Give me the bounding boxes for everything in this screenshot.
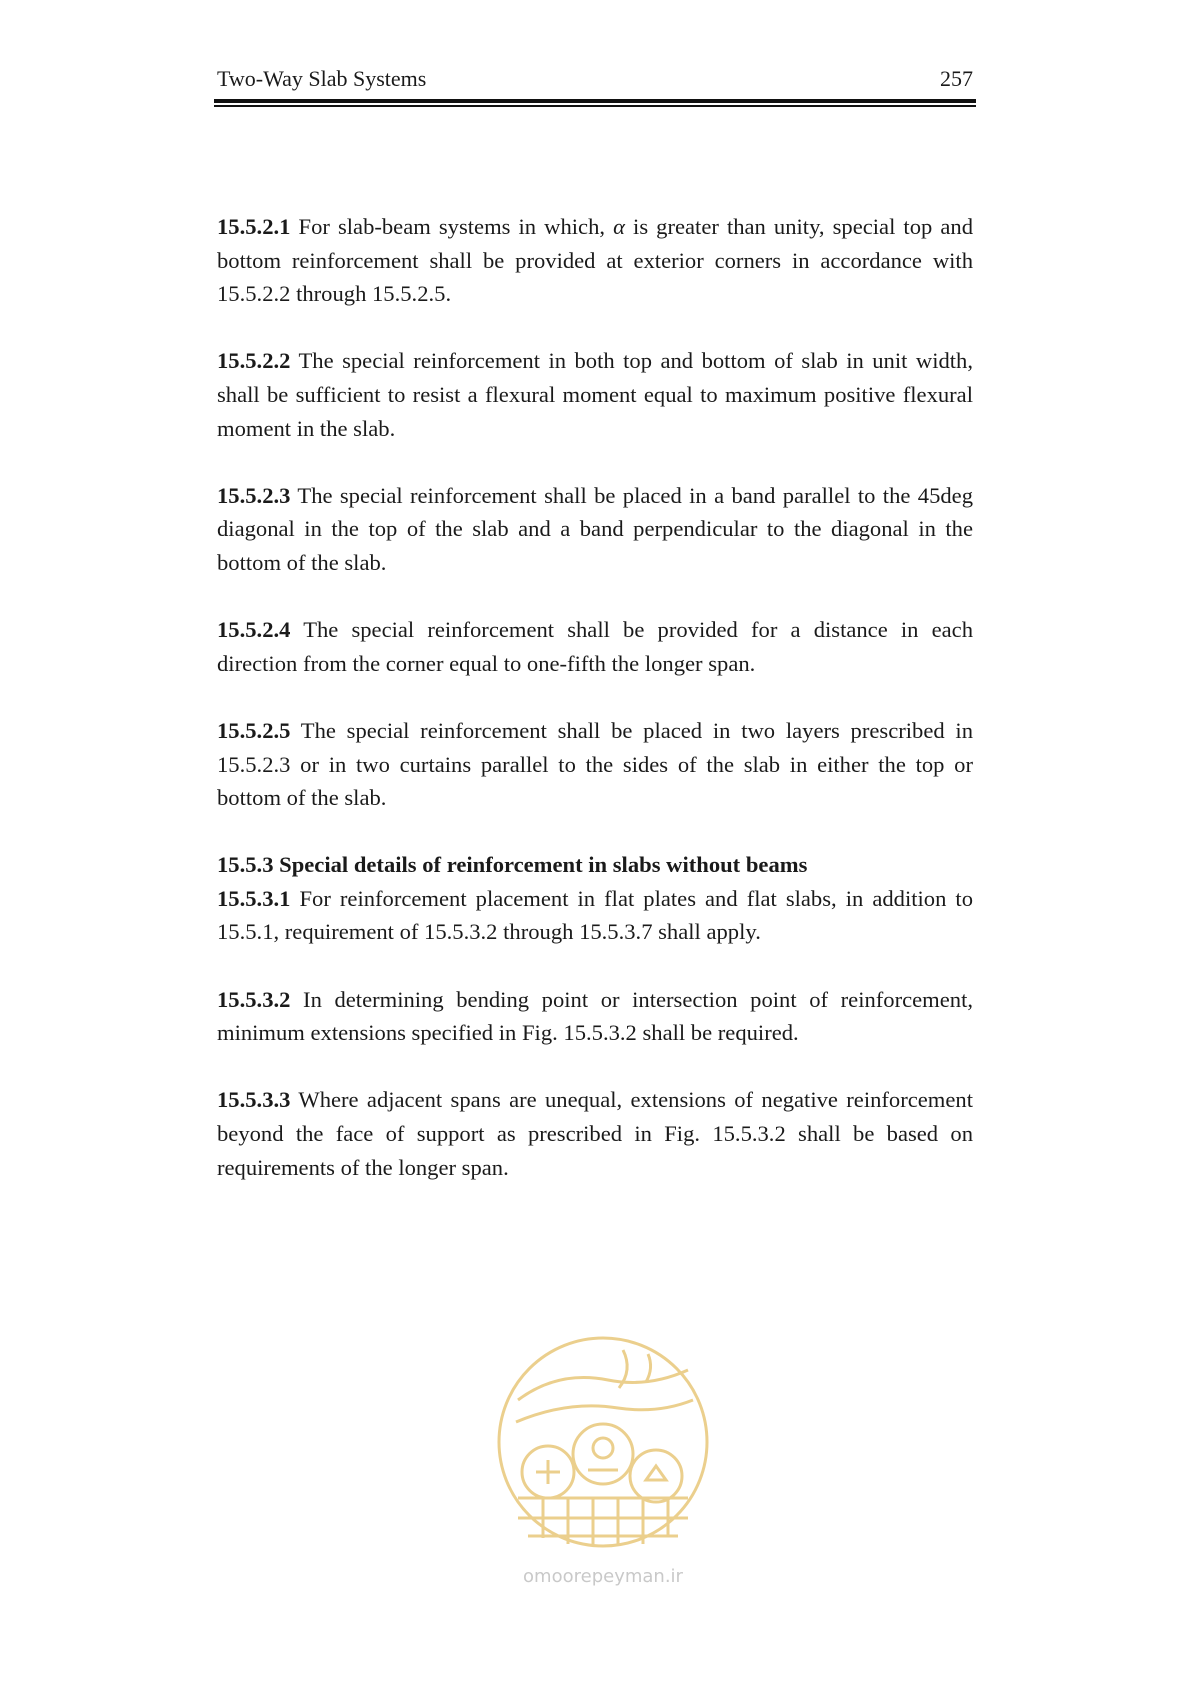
clause-text: For reinforcement placement in flat plates and flat slabs, in addition to 15.5.1, requirement of 15.5.3.2 through 15.5.3.7 shall apply.	[217, 885, 973, 945]
running-title: Two-Way Slab Systems	[217, 66, 427, 91]
clause-text: The special reinforcement in both top and bottom of slab in unit width, shall be sufficient to resist a flexural moment equal to maximum positive flexural moment in the slab.	[217, 348, 973, 441]
body-text	[217, 210, 973, 1184]
paragraph-15-5-2-1	[217, 210, 973, 311]
header-rule-thin	[214, 105, 976, 107]
clause-number: 15.5.2.3	[217, 482, 291, 508]
clause-number: 15.5.3.3	[217, 1087, 291, 1113]
paragraph-15-5-2-3	[217, 479, 973, 580]
section-heading	[217, 848, 973, 882]
clause-number: 15.5.3.1	[217, 885, 291, 911]
clause-text: Where adjacent spans are unequal, extensions of negative reinforcement beyond the face of support as prescribed in Fig. 15.5.3.2 shall be based on requirements of the longer span.	[217, 1087, 973, 1180]
clause-number: 15.5.2.2	[217, 348, 291, 374]
clause-text: The special reinforcement shall be placed in a band parallel to the 45deg diagonal in the top of the slab and a band perpendicular to the diagonal in the bottom of the slab.	[217, 482, 973, 575]
clause-text: is greater than unity, special top and bottom reinforcement shall be provided at exterior corners in accordance with 15.5.2.2 through 15.5.2.5.	[217, 214, 973, 307]
clause-number: 15.5.2.1	[217, 214, 291, 239]
clause-number: 15.5.2.4	[217, 617, 291, 643]
page-number: 257	[940, 66, 973, 91]
watermark-caption: omoorepeyman.ir	[523, 1566, 683, 1587]
paragraph-15-5-2-5	[217, 714, 973, 815]
clause-number: 15.5.3.2	[217, 986, 291, 1012]
clause-text: For slab-beam systems in which,	[290, 214, 614, 239]
watermark-logo	[488, 1330, 718, 1590]
paragraph-15-5-3-2	[217, 983, 973, 1050]
paragraph-15-5-2-2	[217, 344, 973, 445]
section-heading-text: 15.5.3 Special details of reinforcement in slabs without beams	[217, 852, 808, 878]
clause-number: 15.5.2.5	[217, 717, 291, 743]
clause-text: The special reinforcement shall be placed in two layers prescribed in 15.5.2.3 or in two curtains parallel to the sides of the slab in either the top or bottom of the slab.	[217, 717, 973, 811]
paragraph-15-5-3-1	[217, 882, 973, 949]
alpha-symbol: α	[613, 214, 625, 239]
header-rule-thick	[214, 99, 976, 103]
clause-text: The special reinforcement shall be provided for a distance in each direction from the corner equal to one-fifth the longer span.	[217, 617, 973, 676]
paragraph-15-5-3-3	[217, 1083, 973, 1184]
watermark-seal-icon	[488, 1330, 718, 1590]
clause-text: In determining bending point or intersection point of reinforcement, minimum extensions specified in Fig. 15.5.3.2 shall be required.	[217, 986, 973, 1046]
page-header	[217, 66, 975, 96]
paragraph-15-5-2-4	[217, 613, 973, 680]
